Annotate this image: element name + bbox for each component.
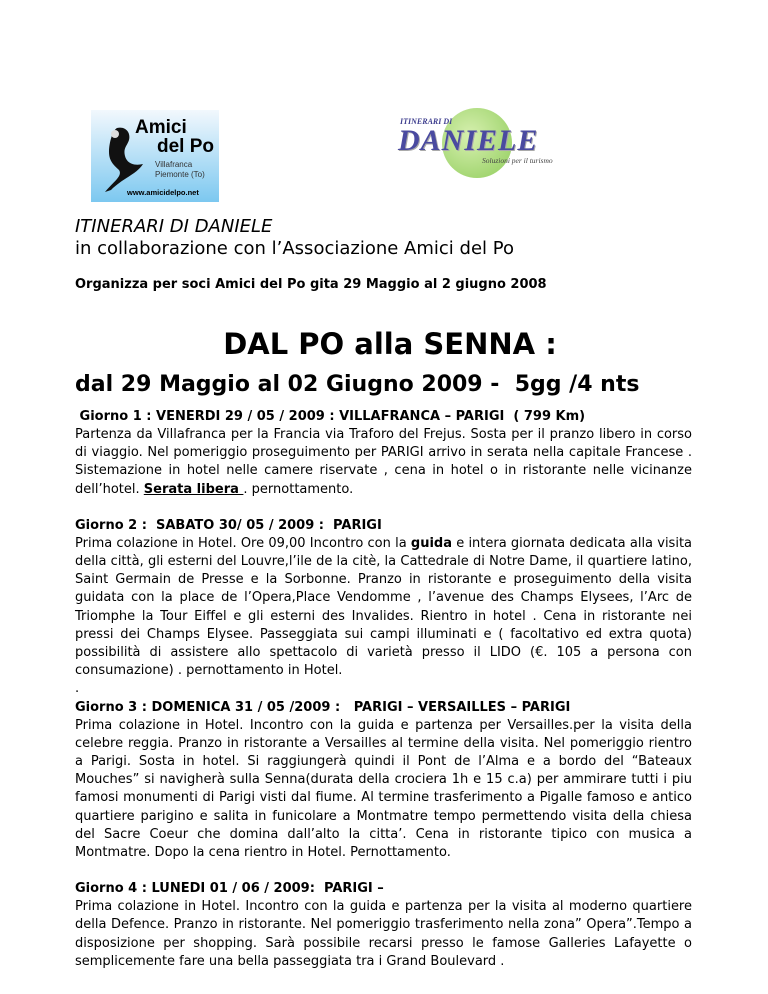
day-2 — [75, 517, 692, 699]
day-description: Prima colazione in Hotel. Incontro con la guida e partenza per Versailles.per la visita della celebre reggia. Pranzo in ristorante a Versailles al termine della visita. Nel pomeriggio rientro a Parigi. Sosta in hotel. Si raggiungerà quindi il Pont de l’Alma e a bordo del “Bateaux Mouches” si navigherà sulla Senna(durata della crociera 1h e 15 c.a) per ammirare tutti i piu famosi monumenti di Parigi visti dal fiume. Al termine trasferimento a Pigalle famoso e antico quartiere parigino e salita in funicolare a Montmatre tempo permettendo visita della chiesa del Sacre Coeur che domina dall’alto la citta’. Cena in ristorante tipico con musica a Montmatre. Dopo la cena rientro in Hotel. Pernottamento. — [75, 717, 692, 861]
day-4 — [75, 880, 692, 971]
day-title: Giorno 1 : VENERDI 29 / 05 / 2009 : VILLAFRANCA – PARIGI ( 799 Km) — [75, 409, 586, 424]
logo-text: del Po — [157, 136, 215, 157]
organizer-name: ITINERARI DI DANIELE — [75, 216, 273, 237]
day-1 — [75, 408, 692, 499]
day-3 — [75, 699, 692, 863]
day-title: Giorno 2 : SABATO 30/ 05 / 2009 : PARIGI — [75, 517, 382, 533]
day-title: Giorno 3 : DOMENICA 31 / 05 /2009 : PARIGI – VERSAILLES – PARIGI — [75, 699, 571, 715]
separator-dot: . — [75, 681, 80, 697]
day-description: Prima colazione in Hotel. Incontro con la guida e partenza per la visita al moderno quartiere della Defence. Pranzo in ristorante. Nel pomeriggio trasferimento nella zona” Opera”.Tempo a disposizione per shopping. Sarà possibile recarsi presso le famose Galleries Lafayette o semplicemente fare una bella passeggiata tra i Grand Boulevard . — [75, 899, 692, 969]
page-title: DAL PO alla SENNA : — [223, 327, 557, 361]
logo-url: www.amicidelpo.net — [127, 188, 199, 197]
logo-text: Villafranca Piemonte (To) — [155, 160, 205, 179]
amici-del-po-logo — [91, 110, 219, 202]
day-description: Partenza da Villafranca per la Francia via Traforo del Frejus. Sosta per il pranzo libero in corso di viaggio. Nel pomeriggio proseguimento per PARIGI arrivo in serata nella capitale Francese . Sistemazione in hotel nelle camere riservate , cena in hotel o in ristorante nelle vicinanze dell’hotel. Serata libera . pernottamento. — [75, 427, 692, 497]
day-description: Prima colazione in Hotel. Ore 09,00 Incontro con la guida e intera giornata dedicata alla visita della città, gli esterni del Louvre,l’ile de la citè, la Cattedrale di Notre Dame, il quartiere latino, Saint Germain de Presse e la Sorbonne. Pranzo in ristorante e proseguimento della visita guidata con la place de l’Opera,Place Vendomme , l’avenue des Champs Elysees, l’Arc de Triomphe la Tour Eiffel e gli esterni des Invalides. Rientro in hotel . Cena in ristorante nei pressi dei Champs Elysee. Passeggiata sui campi illuminati e ( facoltativo ed extra quota) possibilità di assistere allo spettacolo di varietà presso il LIDO (€. 105 a persona con consumazione) . pernottamento in Hotel. — [75, 535, 693, 679]
page-subtitle: dal 29 Maggio al 02 Giugno 2009 - 5gg /4 nts — [75, 372, 640, 397]
logo-text: DANIELE — [398, 124, 539, 157]
itinerary — [75, 408, 692, 971]
day-title: Giorno 4 : LUNEDI 01 / 06 / 2009: PARIGI – — [75, 881, 384, 897]
logo-text: ITINERARI DI — [400, 117, 453, 126]
logo-text: Amici — [135, 117, 187, 138]
collaboration-line: in collaborazione con l’Associazione Amici del Po — [75, 238, 514, 259]
logo-tagline: Soluzioni per il turismo — [482, 156, 553, 165]
itinerari-di-daniele-logo — [390, 108, 570, 178]
organizza-line: Organizza per soci Amici del Po gita 29 Maggio al 2 giugno 2008 — [75, 277, 547, 292]
